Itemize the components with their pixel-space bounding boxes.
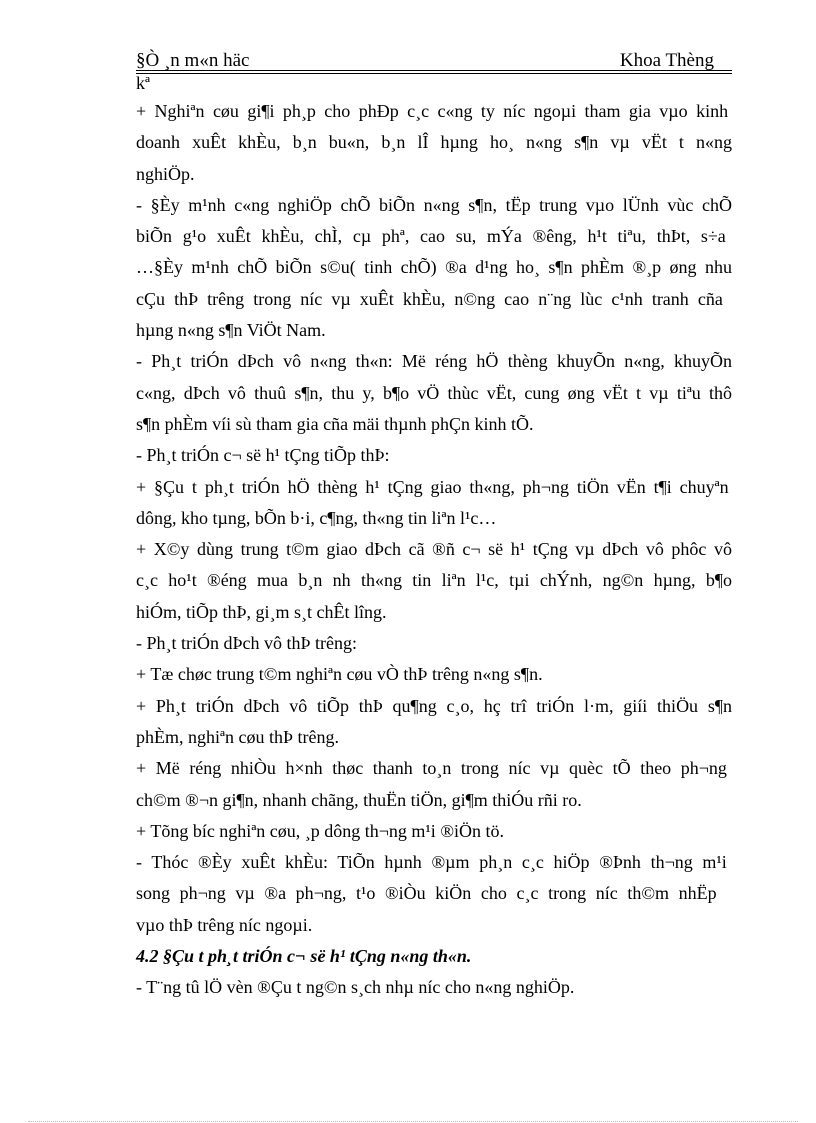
body-line: doanh xuÊt khÈu, b¸n bu«n, b¸n lÎ hµng ho¸ n«ng s¶n vµ vËt t n«ng [136,132,732,153]
body-line: c«ng, dÞch vô thuû s¶n, thu y, b¶o vÖ thùc vËt, cung øng vËt t vµ tiªu thô [136,382,732,403]
body-line: …§Èy m¹nh chÕ biÕn s©u( tinh chÕ) ®a d¹ng ho¸ s¶n phÈm ®¸p øng nhu [136,257,732,278]
body-line: hiÓm, tiÕp thÞ, gi¸m s¸t chÊt lîng. [136,601,387,622]
body-line: nghiÖp. [136,163,195,184]
body-line: + Më réng nhiÒu h×nh thøc thanh to¸n trong níc vµ quèc tÕ theo ph¬ng [136,758,727,779]
body-line: ch©m ®¬n gi¶n, nhanh chãng, thuËn tiÖn, gi¶m thiÓu rñi ro. [136,789,582,810]
header-right-title: Khoa Thèng [619,50,714,71]
document-body [136,96,732,1004]
header-rule-bottom [136,73,732,74]
body-line: s¶n phÈm víi sù tham gia cña mäi thµnh phÇn kinh tÕ. [136,413,534,434]
body-line: hµng n«ng s¶n ViÖt Nam. [136,320,326,341]
body-line: - Ph¸t triÓn dÞch vô thÞ trêng: [136,633,357,654]
body-line: c¸c ho¹t ®éng mua b¸n nh th«ng tin liªn l¹c, tµi chÝnh, ng©n hµng, b¶o [136,570,732,591]
body-line: + §Çu t ph¸t triÓn hÖ thèng h¹ tÇng giao th«ng, ph¬ng tiÖn vËn t¶i chuyªn [136,476,729,497]
body-line: biÕn g¹o xuÊt khÈu, chÌ, cµ phª, cao su, mÝa ®êng, h¹t tiªu, thÞt, s÷a [136,226,726,247]
body-line: + Tæ chøc trung t©m nghiªn cøu vÒ thÞ trêng n«ng s¶n. [136,664,543,685]
body-line: + Ph¸t triÓn dÞch vô tiÕp thÞ qu¶ng c¸o, hç trî triÓn l·m, giíi thiÖu s¶n [136,695,732,716]
body-line: - §Èy m¹nh c«ng nghiÖp chÕ biÕn n«ng s¶n, tËp trung vµo lÜnh vùc chÕ [136,194,732,215]
body-line: dông, kho tµng, bÕn b·i, c¶ng, th«ng tin liªn l¹c… [136,507,497,528]
body-line: vµo thÞ trêng níc ngoµi. [136,914,313,935]
body-line: cÇu thÞ trêng trong níc vµ xuÊt khÈu, n©ng cao n¨ng lùc c¹nh tranh cña [136,288,723,309]
body-line: - Thóc ®Èy xuÊt khÈu: TiÕn hµnh ®µm ph¸n c¸c hiÖp ®Þnh th¬ng m¹i [136,852,727,873]
page-header [136,50,732,72]
body-line: + Nghiªn cøu gi¶i ph¸p cho phÐp c¸c c«ng ty níc ngoµi tham gia vµo kinh [136,101,729,121]
section-heading: 4.2 §Çu t ph¸t triÓn c¬ së h¹ tÇng n«ng th«n. [136,946,472,967]
body-line: + X©y dùng trung t©m giao dÞch cã ®ñ c¬ së h¹ tÇng vµ dÞch vô phôc vô [136,539,732,560]
body-line: - T¨ng tû lÖ vèn ®Çu t ng©n s¸ch nhµ níc cho n«ng nghiÖp. [136,977,575,998]
body-line: - Ph¸t triÓn c¬ së h¹ tÇng tiÕp thÞ: [136,445,390,466]
header-left-title: §Ò ¸n m«n häc [136,50,250,71]
header-continuation: kª [136,73,150,93]
page-bottom-border [28,1121,798,1122]
body-line: - Ph¸t triÓn dÞch vô n«ng th«n: Më réng hÖ thèng khuyÕn n«ng, khuyÕn [136,351,732,372]
header-rule-top [136,70,732,71]
body-line: phÈm, nghiªn cøu thÞ trêng. [136,726,339,747]
body-line: song ph¬ng vµ ®a ph¬ng, t¹o ®iÒu kiÖn cho c¸c trong níc th©m nhËp [136,883,717,904]
body-line: + Tõng bíc nghiªn cøu, ¸p dông th¬ng m¹i ®iÖn tö. [136,820,504,841]
